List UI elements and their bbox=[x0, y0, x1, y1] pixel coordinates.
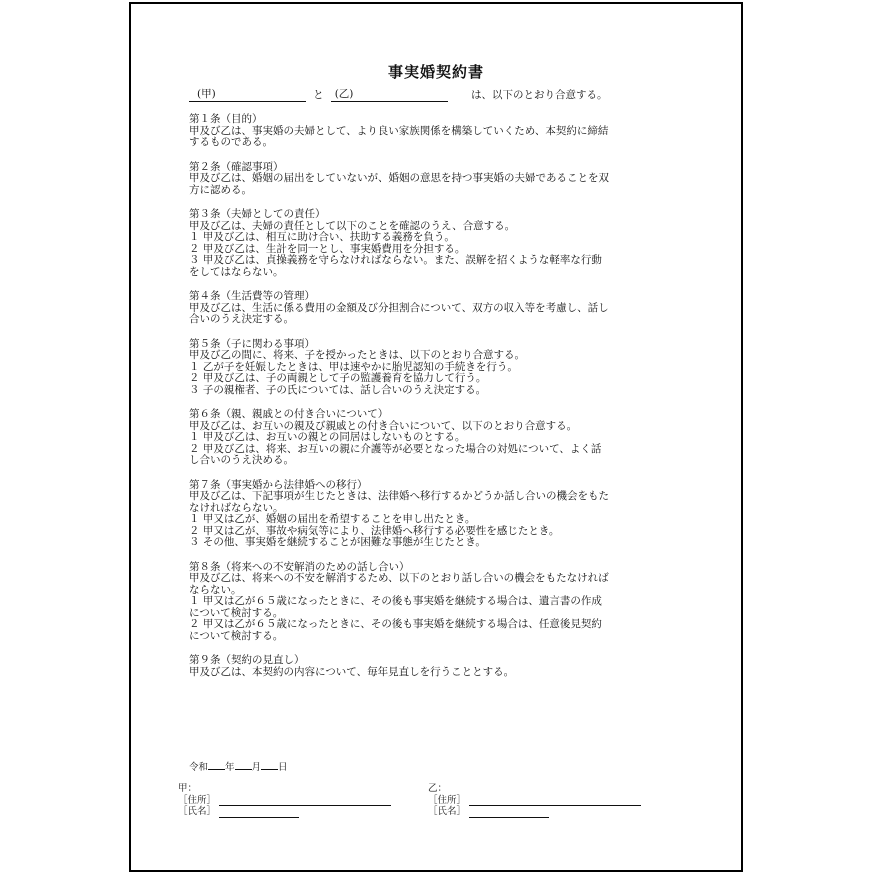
article-line: ３ 甲及び乙は、貞操義務を守らなければならない。また、誤解を招くような軽率な行動 bbox=[189, 254, 602, 266]
contract-page bbox=[129, 2, 743, 872]
article-heading: 第１条（目的） bbox=[189, 113, 263, 125]
parties-line bbox=[189, 87, 689, 102]
article-line: 甲及び乙は、生活に係る費用の金額及び分担割合について、双方の収入等を考慮し、話し bbox=[189, 301, 609, 314]
signature-a-address-label: ［住所］ bbox=[178, 794, 217, 806]
signature-a-name-label: ［氏名］ bbox=[178, 806, 217, 817]
signature-b-label: 乙： bbox=[428, 783, 448, 794]
article-line: ２ 甲及び乙は、将来、お互いの親に介護等が必要となった場合の対処について、よく話 bbox=[189, 442, 602, 455]
month-blank bbox=[235, 769, 252, 770]
article-line: ２ 甲又は乙が６５歳になったときに、その後も事実婚を継続する場合は、任意後見契約 bbox=[189, 618, 602, 630]
article-line: 甲及び乙は、将来への不安を解消するため、以下のとおり話し合いの機会をもたなければ bbox=[189, 572, 609, 584]
article-1 bbox=[189, 114, 689, 149]
article-4 bbox=[189, 291, 689, 326]
signature-a-address-line bbox=[219, 796, 391, 806]
article-heading: 第７条（事実婚から法律婚への移行） bbox=[189, 478, 368, 491]
signature-b-name-line bbox=[469, 808, 549, 818]
article-line: 甲及び乙は、本契約の内容について、毎年見直しを行うこととする。 bbox=[189, 665, 515, 678]
article-heading: 第３条（夫婦としての責任） bbox=[189, 208, 326, 220]
parties-closing: は、以下のとおり合意する。 bbox=[471, 89, 608, 101]
signature-b-address-line bbox=[469, 796, 641, 806]
article-line: ２ 甲及び乙は、子の両親として子の監護養育を協力して行う。 bbox=[189, 372, 487, 384]
signature-a-name-line bbox=[219, 808, 299, 818]
signature-b-name-label: ［氏名］ bbox=[428, 806, 467, 817]
party-a-label: (甲) bbox=[197, 88, 216, 100]
party-b-label: (乙) bbox=[334, 88, 354, 100]
document-title: 事実婚契約書 bbox=[387, 63, 484, 81]
article-line: について検討する。 bbox=[189, 606, 284, 619]
article-6 bbox=[189, 409, 689, 467]
article-line: 甲及び乙は、事実婚の夫婦として、より良い家族関係を構築していくため、本契約に締結 bbox=[189, 124, 609, 137]
article-line: するものである。 bbox=[189, 136, 273, 148]
article-line: １ 甲及び乙は、お互いの親との同居はしないものとする。 bbox=[189, 431, 466, 443]
article-5 bbox=[189, 339, 689, 397]
article-8 bbox=[189, 562, 689, 643]
day-blank bbox=[261, 769, 278, 770]
article-line: 甲及び乙の間に、将来、子を授かったときは、以下のとおり合意する。 bbox=[189, 349, 525, 361]
signature-b-address-label: ［住所］ bbox=[428, 794, 467, 806]
date-line bbox=[189, 759, 288, 773]
article-heading: 第８条（将来への不安解消のための話し合い） bbox=[189, 560, 410, 573]
date-year: 年 bbox=[225, 762, 235, 773]
connector-text: と bbox=[313, 89, 324, 101]
year-blank bbox=[208, 769, 225, 770]
signature-a-label: 甲： bbox=[178, 783, 198, 794]
article-7 bbox=[189, 480, 689, 549]
article-line: １ 甲又は乙が６５歳になったときに、その後も事実婚を継続する場合は、遺言書の作成 bbox=[189, 595, 602, 607]
article-line: ２ 甲及び乙は、生計を同一とし、事実婚費用を分担する。 bbox=[189, 242, 466, 255]
article-line: ３ その他、事実婚を継続することが困難な事態が生じたとき。 bbox=[189, 536, 486, 548]
article-line: 甲及び乙は、下記事項が生じたときは、法律婚へ移行するかどうか話し合いの機会をもた bbox=[189, 490, 609, 502]
article-line: 甲及び乙は、お互いの親及び親戚との付き合いについて、以下のとおり合意する。 bbox=[189, 419, 578, 432]
article-line: ３ 子の親権者、子の氏については、話し合いのうえ決定する。 bbox=[189, 383, 487, 396]
article-heading: 第２条（確認事項） bbox=[189, 160, 284, 173]
article-line: し合いのうえ決める。 bbox=[189, 454, 294, 466]
article-line: なければならない。 bbox=[189, 501, 284, 514]
article-line: 甲及び乙は、夫婦の責任として以下のことを確認のうえ、合意する。 bbox=[189, 219, 516, 232]
article-line: ２ 甲又は乙が、事故や病気等により、法律婚へ移行する必要性を感じたとき。 bbox=[189, 524, 560, 537]
article-line: をしてはならない。 bbox=[189, 265, 284, 278]
article-heading: 第５条（子に関わる事項） bbox=[189, 337, 315, 350]
article-heading: 第９条（契約の見直し） bbox=[189, 654, 305, 666]
article-heading: 第６条（親、親戚との付き合いについて） bbox=[189, 408, 389, 420]
article-3 bbox=[189, 209, 689, 278]
date-era: 令和 bbox=[189, 762, 209, 773]
date-day: 日 bbox=[278, 762, 288, 773]
date-month: 月 bbox=[251, 762, 262, 773]
article-2 bbox=[189, 162, 689, 197]
article-line: １ 甲又は乙が、婚姻の届出を希望することを申し出たとき。 bbox=[189, 513, 476, 525]
party-b-blank bbox=[331, 87, 448, 102]
article-line: 合いのうえ決定する。 bbox=[189, 313, 294, 325]
article-line: について検討する。 bbox=[189, 629, 284, 642]
contract-body bbox=[189, 114, 689, 691]
article-heading: 第４条（生活費等の管理） bbox=[189, 290, 315, 302]
article-9 bbox=[189, 655, 689, 678]
party-a-blank bbox=[189, 87, 306, 102]
article-line: １ 乙が子を妊娠したときは、甲は速やかに胎児認知の手続きを行う。 bbox=[189, 360, 518, 373]
article-line: 方に認める。 bbox=[189, 183, 252, 196]
signature-block-a bbox=[178, 783, 391, 818]
article-line: １ 甲及び乙は、相互に助け合い、扶助する義務を負う。 bbox=[189, 231, 455, 243]
article-line: ならない。 bbox=[189, 583, 242, 596]
signature-block-b bbox=[428, 783, 641, 818]
article-line: 甲及び乙は、婚姻の届出をしていないが、婚姻の意思を持つ事実婚の夫婦であることを双 bbox=[189, 172, 609, 184]
